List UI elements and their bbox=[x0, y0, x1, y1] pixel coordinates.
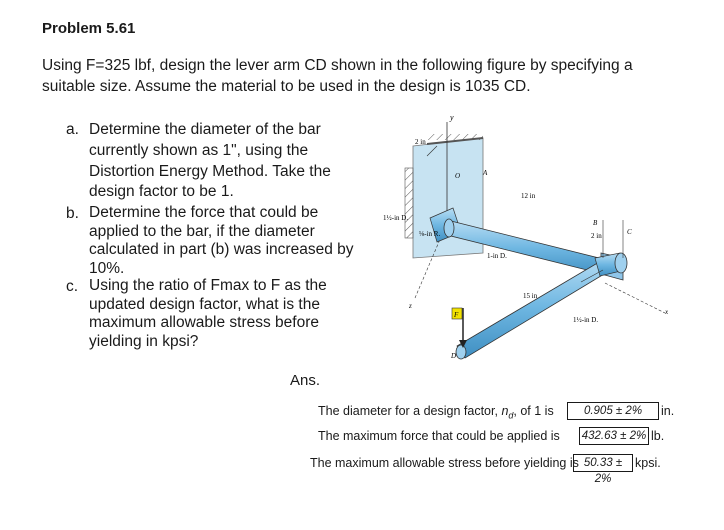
label-1-5in-d-bottom: 1½-in D. bbox=[573, 316, 599, 324]
answer-force-text: The maximum force that could be applied is bbox=[318, 429, 560, 443]
label-b: B bbox=[593, 219, 598, 227]
question-line: yielding in kpsi? bbox=[89, 332, 199, 350]
problem-statement-line-2: suitable size. Assume the material to be used in the design is 1035 CD. bbox=[42, 77, 531, 95]
problem-title: Problem 5.61 bbox=[42, 20, 136, 37]
label-12in: 12 in bbox=[521, 192, 536, 200]
question-c bbox=[66, 277, 376, 357]
label-z: z bbox=[409, 302, 412, 310]
label-d: D bbox=[451, 352, 457, 360]
question-line: 10%. bbox=[89, 259, 125, 277]
label-2in-top: 2 in bbox=[415, 138, 426, 146]
label-1in-d: 1-in D. bbox=[487, 252, 507, 260]
answer-stress-text: The maximum allowable stress before yielding is bbox=[310, 456, 579, 470]
label-c: C bbox=[627, 228, 632, 236]
question-letter: a. bbox=[66, 121, 79, 138]
label-x: x bbox=[665, 308, 669, 316]
label-y: y bbox=[450, 113, 454, 122]
label-o: O bbox=[455, 172, 461, 180]
question-line: Distortion Energy Method. Take the bbox=[89, 162, 331, 180]
answer-diameter-text bbox=[318, 404, 554, 421]
answer-label: Ans. bbox=[290, 372, 321, 389]
question-line: applied to the bar, if the diameter bbox=[89, 222, 315, 240]
answer-force-value[interactable]: 432.63 ± 2% bbox=[579, 427, 649, 445]
label-a: A bbox=[483, 169, 488, 177]
question-line: maximum allowable stress before bbox=[89, 314, 320, 332]
question-line: Determine the diameter of the bar bbox=[89, 121, 321, 138]
answer-text-part: The diameter for a design factor, bbox=[318, 404, 502, 418]
answer-diameter-value[interactable]: 0.905 ± 2% bbox=[567, 402, 659, 420]
label-1-8in-r: ⅛-in R. bbox=[419, 230, 441, 238]
question-letter: c. bbox=[66, 278, 79, 295]
answer-stress-value[interactable]: 50.33 ± 2% bbox=[573, 454, 633, 472]
problem-statement bbox=[42, 56, 682, 97]
answer-subscript: d bbox=[508, 410, 514, 421]
lever-arm-cd bbox=[456, 255, 619, 359]
label-f: F bbox=[454, 311, 459, 319]
answer-text-part: , of 1 is bbox=[513, 404, 554, 418]
answer-diameter-unit: in. bbox=[661, 404, 675, 418]
question-line: Using the ratio of Fmax to F as the bbox=[89, 277, 327, 294]
question-line: Determine the force that could be bbox=[89, 204, 319, 221]
question-letter: b. bbox=[66, 205, 79, 222]
problem-statement-line-1: Using F=325 lbf, design the lever arm CD shown in the following figure by specifying a bbox=[42, 57, 633, 74]
answer-stress-unit: kpsi. bbox=[635, 456, 661, 470]
question-line: calculated in part (b) was increased by bbox=[89, 241, 354, 259]
question-line: updated design factor, what is the bbox=[89, 295, 320, 313]
answer-symbol: n bbox=[501, 404, 509, 418]
question-a bbox=[66, 120, 376, 208]
question-line: currently shown as 1", using the bbox=[89, 141, 309, 159]
question-line: design factor to be 1. bbox=[89, 183, 234, 201]
question-b bbox=[66, 204, 376, 284]
crank-bc bbox=[595, 253, 627, 280]
label-1-5in-d-top: 1½-in D. bbox=[383, 214, 409, 222]
answer-force-unit: lb. bbox=[651, 429, 665, 443]
label-2in-right: 2 in bbox=[591, 232, 602, 240]
x-axis bbox=[605, 283, 665, 313]
label-15in: 15 in bbox=[523, 292, 538, 300]
lever-arm-figure bbox=[375, 108, 675, 370]
